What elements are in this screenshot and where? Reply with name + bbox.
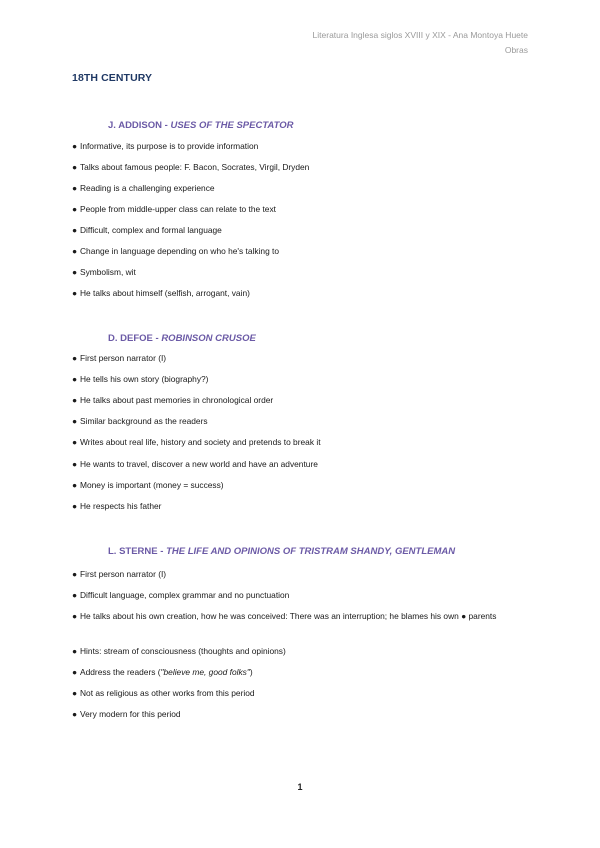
list-item: ● First person narrator (I) (72, 353, 167, 363)
bullet-icon: ● (72, 667, 78, 677)
list-item: ● Writes about real life, history and society and pretends to break it (72, 437, 321, 447)
list-item: ● First person narrator (I) (72, 569, 167, 579)
list-item: ● Informative, its purpose is to provide information (72, 141, 259, 151)
list-item: ● People from middle-upper class can relate to the text (72, 204, 276, 214)
list-item: ● Address the readers ("believe me, good folks") (72, 667, 253, 677)
section-author: L. STERNE - (108, 546, 167, 557)
list-item: ● Very modern for this period (72, 709, 181, 719)
list-item: ● Talks about famous people: F. Bacon, Socrates, Virgil, Dryden (72, 162, 310, 172)
section-work-title: THE LIFE AND OPINIONS OF TRISTRAM SHANDY, GENTLEMAN (166, 546, 456, 557)
page-number: 1 (297, 782, 303, 792)
bullet-icon: ● (72, 459, 78, 469)
bullet-icon: ● (72, 395, 78, 405)
section-author: D. DEFOE - (108, 333, 162, 344)
bullet-icon: ● (72, 611, 78, 621)
section-work-title: USES OF THE SPECTATOR (170, 120, 294, 131)
page-title: 18TH CENTURY (72, 72, 153, 84)
section-work-title: ROBINSON CRUSOE (161, 333, 256, 344)
section-heading-addison (108, 120, 293, 131)
list-item: ● He talks about himself (selfish, arrogant, vain) (72, 288, 250, 298)
bullet-icon: ● (72, 569, 78, 579)
running-header (313, 28, 528, 58)
header-subtitle: Obras (504, 45, 528, 55)
bullet-icon: ● (72, 709, 78, 719)
bullet-icon: ● (72, 374, 78, 384)
bullet-icon: ● (72, 501, 78, 511)
list-item: ● He talks about past memories in chronological order (72, 395, 274, 405)
list-item: ● Similar background as the readers (72, 416, 208, 426)
bullet-icon: ● (72, 646, 78, 656)
list-item: ● Hints: stream of consciousness (thoughts and opinions) (72, 646, 286, 656)
list-item: ● Difficult language, complex grammar and no punctuation (72, 590, 290, 600)
list-item: ● Not as religious as other works from this period (72, 688, 255, 698)
list-item: ● Reading is a challenging experience (72, 183, 215, 193)
bullet-icon: ● (72, 480, 78, 490)
bullet-icon: ● (72, 416, 78, 426)
list-item: ● He talks about his own creation, how he was conceived: There was an interruption; he blames his own ● parents (72, 611, 497, 621)
section-author: J. ADDISON - (108, 120, 171, 131)
list-item: ● He respects his father (72, 501, 162, 511)
section-heading-sterne (108, 546, 455, 557)
bullet-icon: ● (72, 204, 78, 214)
list-item: ● Money is important (money = success) (72, 480, 224, 490)
bullet-icon: ● (72, 225, 78, 235)
bullet-icon: ● (72, 141, 78, 151)
bullet-icon: ● (72, 353, 78, 363)
bullet-icon: ● (72, 267, 78, 277)
list-item: ● Change in language depending on who he's talking to (72, 246, 280, 256)
bullet-icon: ● (72, 183, 78, 193)
bullet-icon: ● (72, 246, 78, 256)
bullet-icon: ● (72, 590, 78, 600)
list-item: ● Difficult, complex and formal language (72, 225, 222, 235)
section-heading-defoe (108, 333, 256, 344)
header-course: Literatura Inglesa siglos XVIII y XIX - Ana Montoya Huete (312, 30, 528, 40)
list-item: ● He tells his own story (biography?) (72, 374, 209, 384)
list-item: ● Symbolism, wit (72, 267, 136, 277)
bullet-icon: ● (72, 288, 78, 298)
list-item: ● He wants to travel, discover a new world and have an adventure (72, 459, 318, 469)
bullet-icon: ● (72, 162, 78, 172)
bullet-icon: ● (72, 688, 78, 698)
bullet-icon: ● (72, 437, 78, 447)
